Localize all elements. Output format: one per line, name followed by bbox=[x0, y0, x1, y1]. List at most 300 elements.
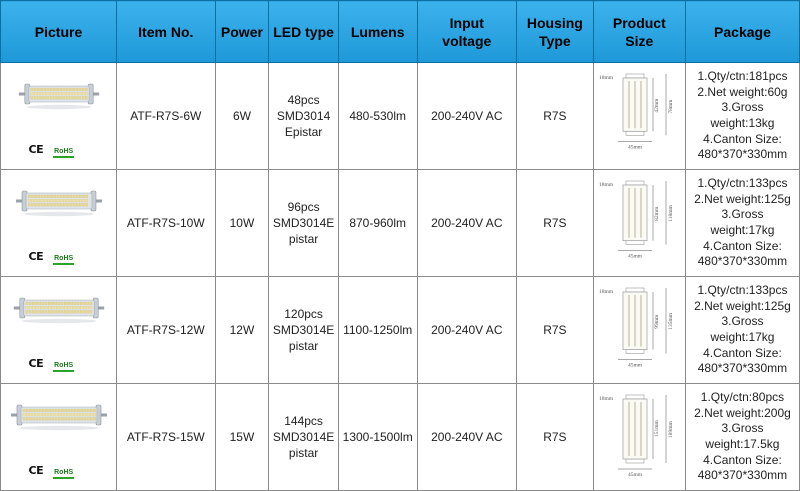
led-chip bbox=[31, 203, 33, 206]
dim-pin bbox=[626, 241, 644, 245]
led-chip bbox=[40, 92, 42, 95]
led-chip bbox=[63, 199, 65, 202]
dim-pin bbox=[626, 181, 644, 185]
led-chip bbox=[69, 195, 71, 198]
dim-width-label: 45mm bbox=[628, 362, 643, 369]
led-chip bbox=[28, 195, 30, 198]
led-chip bbox=[66, 199, 68, 202]
led-chip bbox=[32, 417, 34, 420]
line-text: Product bbox=[612, 14, 666, 31]
line-text: 480*370*330mm bbox=[697, 147, 788, 162]
led-chip bbox=[73, 310, 75, 313]
cell-lumens: 1300-1500lm bbox=[338, 384, 417, 491]
led-chip bbox=[75, 96, 77, 99]
lamp-icon bbox=[3, 278, 115, 348]
led-chip bbox=[34, 96, 36, 99]
led-chip bbox=[80, 310, 82, 313]
led-chip bbox=[34, 203, 36, 206]
led-chip bbox=[56, 92, 58, 95]
cell-product-size bbox=[593, 63, 685, 170]
led-chip bbox=[45, 409, 47, 412]
product-image bbox=[3, 64, 115, 168]
led-chip bbox=[58, 413, 60, 416]
cell-housing-type: R7S bbox=[517, 170, 594, 277]
cell-item-no: ATF-R7S-10W bbox=[117, 170, 215, 277]
dim-inner-label: 151mm bbox=[654, 420, 661, 437]
led-chip bbox=[50, 88, 52, 91]
cell-picture bbox=[1, 63, 117, 170]
led-chip bbox=[51, 310, 53, 313]
lamp-shadow bbox=[26, 105, 90, 109]
lamp-icon bbox=[3, 64, 115, 134]
line-text: 1.Qty/ctn:133pcs bbox=[697, 283, 788, 298]
dim-d-label: 18mm bbox=[599, 396, 614, 402]
ce-mark-icon: CE bbox=[28, 464, 44, 477]
led-chip bbox=[77, 409, 79, 412]
dimension-drawing-icon bbox=[596, 284, 682, 376]
led-chip bbox=[41, 306, 43, 309]
lamp-shadow bbox=[19, 426, 99, 430]
led-chip bbox=[48, 417, 50, 420]
led-chip bbox=[87, 417, 89, 420]
led-chip bbox=[66, 203, 68, 206]
led-chip bbox=[72, 199, 74, 202]
line-text: Housing bbox=[526, 14, 583, 31]
led-chip bbox=[57, 302, 59, 305]
cell-item-no: ATF-R7S-6W bbox=[117, 63, 215, 170]
cert-marks bbox=[29, 463, 75, 479]
led-chip bbox=[55, 413, 57, 416]
line-text: 4.Canton Size: bbox=[703, 452, 782, 467]
cell-picture bbox=[1, 277, 117, 384]
led-chip bbox=[40, 88, 42, 91]
led-chip bbox=[76, 195, 78, 198]
led-chip bbox=[25, 302, 27, 305]
led-chip bbox=[67, 310, 69, 313]
led-chip bbox=[66, 96, 68, 99]
led-chip bbox=[80, 409, 82, 412]
line-text: Type bbox=[539, 32, 571, 49]
led-chip bbox=[75, 92, 77, 95]
cell-housing-type: R7S bbox=[517, 384, 594, 491]
rohs-mark-icon: RoHS bbox=[53, 255, 74, 265]
led-chip bbox=[83, 409, 85, 412]
led-chip bbox=[54, 310, 56, 313]
led-chip bbox=[66, 195, 68, 198]
led-chip bbox=[53, 195, 55, 198]
led-chip bbox=[64, 302, 66, 305]
line-text: 2.Net weight:125g bbox=[694, 191, 791, 206]
led-chip bbox=[90, 409, 92, 412]
led-chip bbox=[23, 409, 25, 412]
led-chip bbox=[37, 195, 39, 198]
led-chip bbox=[85, 96, 87, 99]
led-chip bbox=[56, 96, 58, 99]
line-text: 2.Net weight:200g bbox=[694, 405, 791, 420]
led-chip bbox=[80, 302, 82, 305]
cert-marks bbox=[29, 142, 75, 158]
led-chip bbox=[53, 96, 55, 99]
led-chip bbox=[44, 203, 46, 206]
header-power bbox=[215, 1, 269, 63]
led-chip bbox=[71, 417, 73, 420]
led-chip bbox=[63, 195, 65, 198]
line-text: weight:17kg bbox=[710, 330, 775, 344]
dimension-drawing-icon bbox=[596, 70, 682, 162]
led-chip bbox=[58, 409, 60, 412]
line-text: 480*370*330mm bbox=[697, 468, 788, 483]
led-chip bbox=[46, 96, 48, 99]
led-chip bbox=[56, 199, 58, 202]
header-item-no bbox=[117, 1, 215, 63]
led-chip bbox=[30, 88, 32, 91]
line-text: Package bbox=[714, 23, 771, 40]
lamp-shadow bbox=[21, 319, 95, 323]
led-chip bbox=[67, 413, 69, 416]
led-chip bbox=[45, 417, 47, 420]
led-chip bbox=[80, 413, 82, 416]
led-chip bbox=[89, 302, 91, 305]
cell-lumens: 480-530lm bbox=[338, 63, 417, 170]
led-chip bbox=[56, 195, 58, 198]
led-chip bbox=[77, 306, 79, 309]
line-text: pistar bbox=[288, 232, 319, 246]
product-image bbox=[3, 278, 115, 382]
line-text: voltage bbox=[442, 32, 492, 49]
line-text: 3.Gross bbox=[721, 314, 764, 329]
cell-led-type bbox=[269, 63, 338, 170]
led-chip bbox=[73, 302, 75, 305]
led-chip bbox=[77, 413, 79, 416]
led-chip bbox=[72, 203, 74, 206]
cell-led-type bbox=[269, 170, 338, 277]
led-chip bbox=[35, 417, 37, 420]
cell-product-size bbox=[593, 384, 685, 491]
led-chip bbox=[30, 96, 32, 99]
dim-d-label: 18mm bbox=[599, 289, 614, 295]
led-chip bbox=[72, 96, 74, 99]
led-chip bbox=[66, 88, 68, 91]
dim-outer-label: 118mm bbox=[668, 205, 675, 222]
cell-item-no: ATF-R7S-12W bbox=[117, 277, 215, 384]
led-chip bbox=[82, 92, 84, 95]
led-chip bbox=[53, 199, 55, 202]
led-chip bbox=[90, 413, 92, 416]
led-chip bbox=[60, 199, 62, 202]
line-text: 4.Canton Size: bbox=[703, 345, 782, 360]
line-text: SMD3014 bbox=[276, 109, 331, 123]
led-chip bbox=[51, 409, 53, 412]
dimension-drawing-icon bbox=[596, 177, 682, 269]
led-chip bbox=[61, 417, 63, 420]
cell-lumens: 870-960lm bbox=[338, 170, 417, 277]
led-chip bbox=[47, 195, 49, 198]
header-row bbox=[1, 1, 800, 63]
led-chip bbox=[75, 88, 77, 91]
led-chip bbox=[83, 310, 85, 313]
line-text: Power bbox=[220, 23, 263, 40]
ce-mark-icon: CE bbox=[28, 143, 44, 156]
cell-input-voltage: 200-240V AC bbox=[417, 63, 516, 170]
header-picture bbox=[1, 1, 117, 63]
line-text: 144pcs bbox=[284, 414, 323, 428]
dim-pin bbox=[626, 74, 644, 78]
led-chip bbox=[29, 310, 31, 313]
cert-marks bbox=[29, 249, 75, 265]
line-text: pistar bbox=[288, 446, 319, 460]
led-chip bbox=[83, 302, 85, 305]
led-chip bbox=[37, 199, 39, 202]
header-product-size bbox=[593, 1, 685, 63]
cell-product-size bbox=[593, 277, 685, 384]
led-chip bbox=[72, 92, 74, 95]
dim-width-label: 45mm bbox=[628, 144, 643, 151]
header-led-type bbox=[269, 1, 338, 63]
line-text: LED type bbox=[273, 23, 334, 40]
line-text: Epistar bbox=[284, 125, 323, 139]
ce-mark-icon: CE bbox=[28, 250, 44, 263]
product-image bbox=[3, 385, 115, 489]
led-chip bbox=[25, 306, 27, 309]
led-chip bbox=[53, 92, 55, 95]
dim-inner-label: 82mm bbox=[654, 206, 661, 221]
led-chip bbox=[50, 96, 52, 99]
led-chip bbox=[28, 203, 30, 206]
lamp-icon bbox=[3, 385, 115, 455]
led-chip bbox=[61, 310, 63, 313]
led-chip bbox=[83, 413, 85, 416]
led-chip bbox=[69, 92, 71, 95]
led-chip bbox=[63, 203, 65, 206]
led-chip bbox=[51, 306, 53, 309]
dim-inner-label: 99mm bbox=[654, 314, 661, 329]
led-chip bbox=[29, 306, 31, 309]
cell-package bbox=[685, 277, 799, 384]
led-chip bbox=[64, 413, 66, 416]
led-chip bbox=[93, 413, 95, 416]
led-chip bbox=[46, 88, 48, 91]
led-chip bbox=[70, 302, 72, 305]
line-text: 480*370*330mm bbox=[697, 361, 788, 376]
led-chip bbox=[26, 409, 28, 412]
led-chip bbox=[51, 302, 53, 305]
led-chip bbox=[59, 96, 61, 99]
led-chip bbox=[31, 195, 33, 198]
led-chip bbox=[64, 409, 66, 412]
led-chip bbox=[82, 88, 84, 91]
line-text: 2.Net weight:125g bbox=[694, 298, 791, 313]
led-chip bbox=[32, 302, 34, 305]
led-chip bbox=[40, 203, 42, 206]
line-text: 4.Canton Size: bbox=[703, 131, 782, 146]
led-chip bbox=[79, 199, 81, 202]
led-chip bbox=[41, 302, 43, 305]
led-chip bbox=[86, 306, 88, 309]
line-text: 1.Qty/ctn:80pcs bbox=[700, 390, 785, 405]
table-body bbox=[1, 63, 800, 491]
led-chip bbox=[45, 310, 47, 313]
led-chip bbox=[28, 199, 30, 202]
line-text: SMD3014E bbox=[272, 216, 335, 230]
cell-input-voltage: 200-240V AC bbox=[417, 170, 516, 277]
led-chip bbox=[29, 413, 31, 416]
led-chip bbox=[69, 199, 71, 202]
led-chip bbox=[32, 409, 34, 412]
dim-width-label: 45mm bbox=[628, 253, 643, 260]
led-chip bbox=[72, 195, 74, 198]
led-chip bbox=[85, 203, 87, 206]
led-chip bbox=[66, 92, 68, 95]
led-chip bbox=[61, 302, 63, 305]
led-chip bbox=[64, 417, 66, 420]
led-chip bbox=[67, 417, 69, 420]
led-chip bbox=[34, 92, 36, 95]
dim-outer-label: 189mm bbox=[668, 421, 675, 438]
led-chip bbox=[50, 199, 52, 202]
led-chip bbox=[56, 88, 58, 91]
led-chip bbox=[78, 96, 80, 99]
dim-outer-label: 135mm bbox=[668, 312, 675, 330]
led-chip bbox=[89, 310, 91, 313]
led-chip bbox=[37, 203, 39, 206]
line-text: 1.Qty/ctn:181pcs bbox=[697, 69, 788, 84]
dim-pin bbox=[626, 459, 644, 463]
led-chip bbox=[30, 92, 32, 95]
led-chip bbox=[37, 88, 39, 91]
led-chip bbox=[34, 88, 36, 91]
product-image bbox=[3, 171, 115, 275]
led-chip bbox=[80, 417, 82, 420]
cell-lumens: 1100-1250lm bbox=[338, 277, 417, 384]
led-chip bbox=[64, 310, 66, 313]
led-chip bbox=[85, 199, 87, 202]
cell-housing-type: R7S bbox=[517, 277, 594, 384]
led-chip bbox=[70, 310, 72, 313]
led-chip bbox=[82, 199, 84, 202]
cell-power: 12W bbox=[215, 277, 269, 384]
cell-picture bbox=[1, 384, 117, 491]
led-chip bbox=[71, 409, 73, 412]
led-chip bbox=[35, 306, 37, 309]
led-chip bbox=[85, 92, 87, 95]
ce-mark-icon: CE bbox=[28, 357, 44, 370]
led-chip bbox=[55, 417, 57, 420]
led-chip bbox=[37, 96, 39, 99]
led-chip bbox=[70, 306, 72, 309]
rohs-mark-icon: RoHS bbox=[53, 469, 74, 479]
led-chip bbox=[82, 96, 84, 99]
dim-width-label: 45mm bbox=[628, 472, 643, 478]
led-chip bbox=[44, 195, 46, 198]
line-text: SMD3014E bbox=[272, 430, 335, 444]
cell-led-type bbox=[269, 384, 338, 491]
line-text: weight:13kg bbox=[710, 116, 775, 130]
led-chip bbox=[56, 203, 58, 206]
led-chip bbox=[62, 96, 64, 99]
led-chip bbox=[37, 92, 39, 95]
led-chip bbox=[90, 417, 92, 420]
dim-pin bbox=[626, 288, 644, 292]
cell-package bbox=[685, 384, 799, 491]
dim-pin bbox=[626, 395, 644, 399]
led-chip bbox=[72, 88, 74, 91]
cell-item-no: ATF-R7S-15W bbox=[117, 384, 215, 491]
dim-outer-label: 78mm bbox=[668, 99, 675, 114]
led-chip bbox=[82, 195, 84, 198]
led-chip bbox=[50, 195, 52, 198]
line-text: 3.Gross bbox=[721, 100, 764, 115]
led-chip bbox=[83, 306, 85, 309]
led-chip bbox=[50, 203, 52, 206]
led-chip bbox=[51, 413, 53, 416]
line-text: 3.Gross bbox=[721, 421, 764, 436]
led-chip bbox=[45, 306, 47, 309]
cell-power: 6W bbox=[215, 63, 269, 170]
cell-input-voltage: 200-240V AC bbox=[417, 277, 516, 384]
led-chip bbox=[29, 417, 31, 420]
led-chip bbox=[62, 88, 64, 91]
header-lumens bbox=[338, 1, 417, 63]
led-chip bbox=[53, 88, 55, 91]
line-text: weight:17kg bbox=[710, 223, 775, 237]
led-chip bbox=[85, 195, 87, 198]
led-chip bbox=[77, 417, 79, 420]
led-chip bbox=[69, 96, 71, 99]
led-chip bbox=[45, 413, 47, 416]
led-chip bbox=[87, 413, 89, 416]
led-chip bbox=[93, 409, 95, 412]
led-chip bbox=[43, 92, 45, 95]
led-chip bbox=[35, 409, 37, 412]
led-chip bbox=[47, 203, 49, 206]
rohs-mark-icon: RoHS bbox=[53, 362, 74, 372]
led-chip bbox=[40, 195, 42, 198]
led-chip bbox=[39, 417, 41, 420]
led-chip bbox=[45, 302, 47, 305]
led-chip bbox=[74, 417, 76, 420]
led-chip bbox=[25, 310, 27, 313]
led-chip bbox=[48, 413, 50, 416]
line-text: pistar bbox=[288, 339, 319, 353]
led-chip bbox=[42, 413, 44, 416]
led-chip bbox=[64, 306, 66, 309]
led-chip bbox=[69, 203, 71, 206]
header-input-voltage bbox=[417, 1, 516, 63]
led-chip bbox=[46, 92, 48, 95]
line-text: Picture bbox=[34, 23, 83, 40]
line-text: Lumens bbox=[350, 23, 405, 40]
line-text: 480*370*330mm bbox=[697, 254, 788, 269]
led-chip bbox=[40, 96, 42, 99]
led-chip bbox=[39, 413, 41, 416]
led-chip bbox=[71, 413, 73, 416]
led-chip bbox=[67, 302, 69, 305]
led-chip bbox=[32, 413, 34, 416]
led-chip bbox=[82, 203, 84, 206]
led-chip bbox=[58, 417, 60, 420]
led-chip bbox=[59, 92, 61, 95]
led-chip bbox=[44, 199, 46, 202]
led-chip bbox=[87, 409, 89, 412]
line-text: weight:17.5kg bbox=[705, 437, 780, 451]
led-chip bbox=[77, 302, 79, 305]
led-chip bbox=[60, 203, 62, 206]
led-chip bbox=[48, 302, 50, 305]
led-chip bbox=[40, 199, 42, 202]
led-chip bbox=[23, 413, 25, 416]
table-row bbox=[1, 277, 800, 384]
header-housing-type bbox=[517, 1, 594, 63]
